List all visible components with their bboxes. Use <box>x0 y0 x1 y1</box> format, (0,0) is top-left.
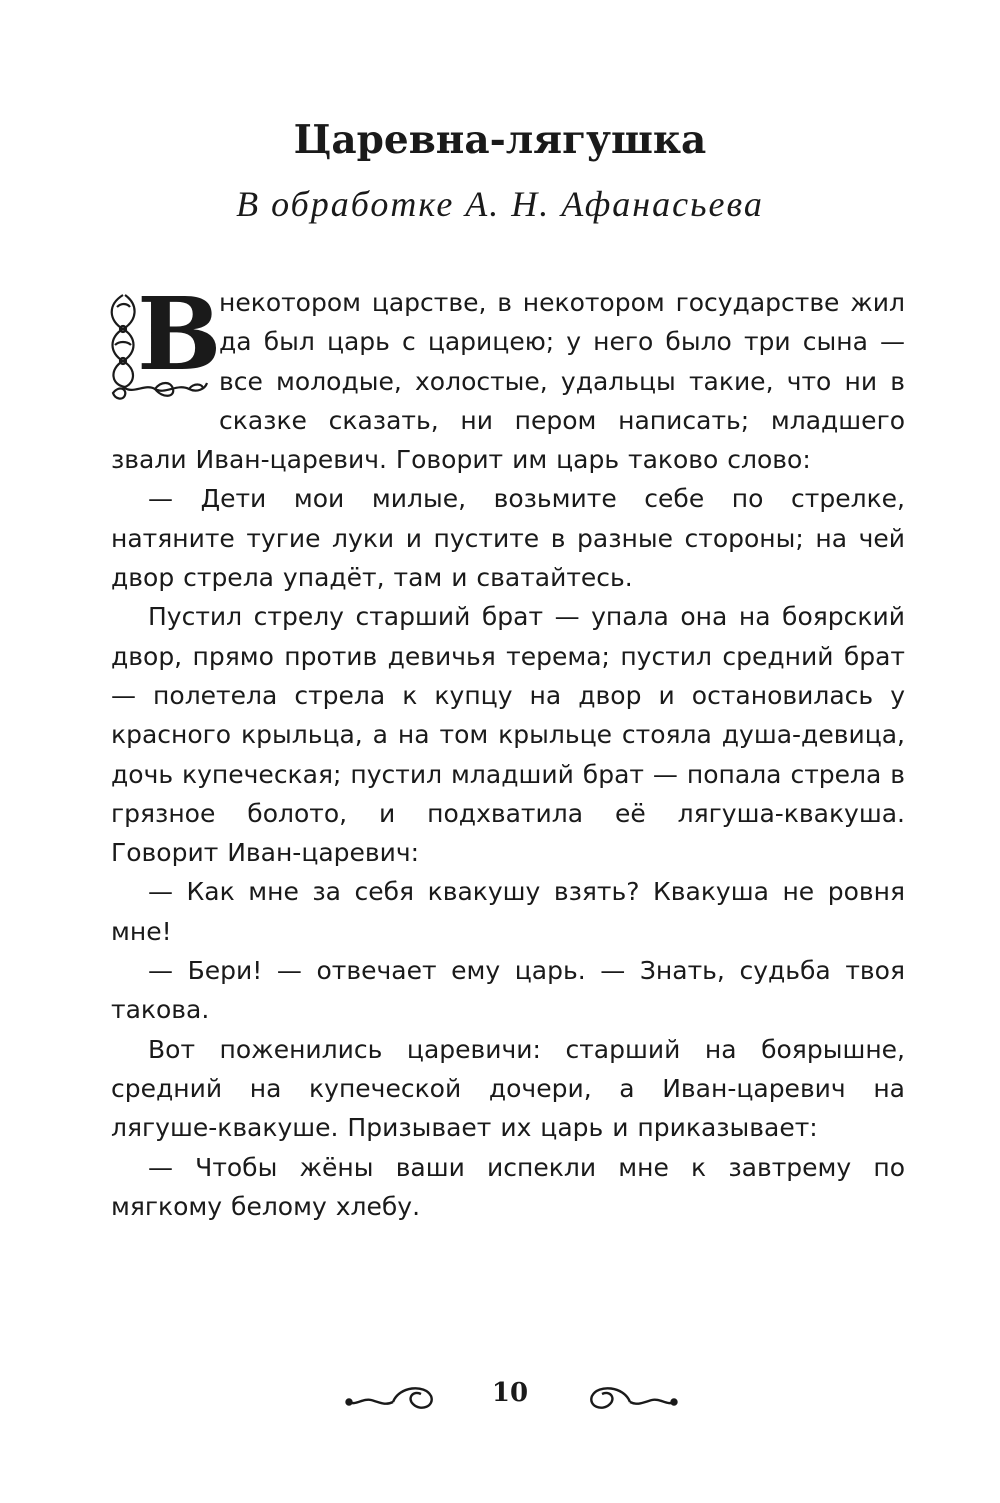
drop-cap <box>103 275 222 401</box>
paragraph: — Как мне за себя квакушу взять? Квакуша не ровня мне! <box>111 877 905 946</box>
paragraph: — Чтобы жёны ваши испекли мне к завтрему по мягкому белому хлебу. <box>111 1152 905 1221</box>
paragraph: Вот поженились царевичи: старший на боярышне, средний на купеческой дочери, а Иван-царевич на лягуше-квакуше. Призывает их царь и приказывает: <box>111 1034 905 1143</box>
left-flourish-icon <box>345 1380 440 1414</box>
page-number: 10 <box>491 1378 529 1408</box>
paragraph: некотором царстве, в некотором государстве жил да был царь с царицею; у него было три сына — все молодые, холостые, удальцы такие, что ни в сказке сказать, ни пером написать; младшего звали Иван-царевич. Говорит им царь таково слово: <box>111 288 905 475</box>
paragraph: Пустил стрелу старший брат — упала она на боярский двор, прямо против девичья терема; пустил средний брат — полетела стрела к купцу на двор и остановилась у красного крыльца, а на том крыльце стояла душа-девица, дочь купеческая; пустил младший брат — попала стрела в грязное болото, и подхватила её лягуша-квакуша. Говорит Иван-царевич: <box>111 602 905 868</box>
drop-cap-letter: В <box>137 275 222 393</box>
page-subtitle: В обработке А. Н. Афанасьева <box>236 184 764 224</box>
paragraph: — Бери! — отвечает ему царь. — Знать, судьба твоя такова. <box>111 956 905 1025</box>
page-footer <box>0 1372 1000 1422</box>
story-text <box>111 275 905 1226</box>
page-title: Царевна-лягушка <box>293 117 707 163</box>
paragraph: — Дети мои милые, возьмите себе по стрелке, натяните тугие луки и пустите в разные стороны; на чей двор стрела упадёт, там и сватайтесь. <box>111 484 905 593</box>
right-flourish-icon <box>583 1380 678 1414</box>
